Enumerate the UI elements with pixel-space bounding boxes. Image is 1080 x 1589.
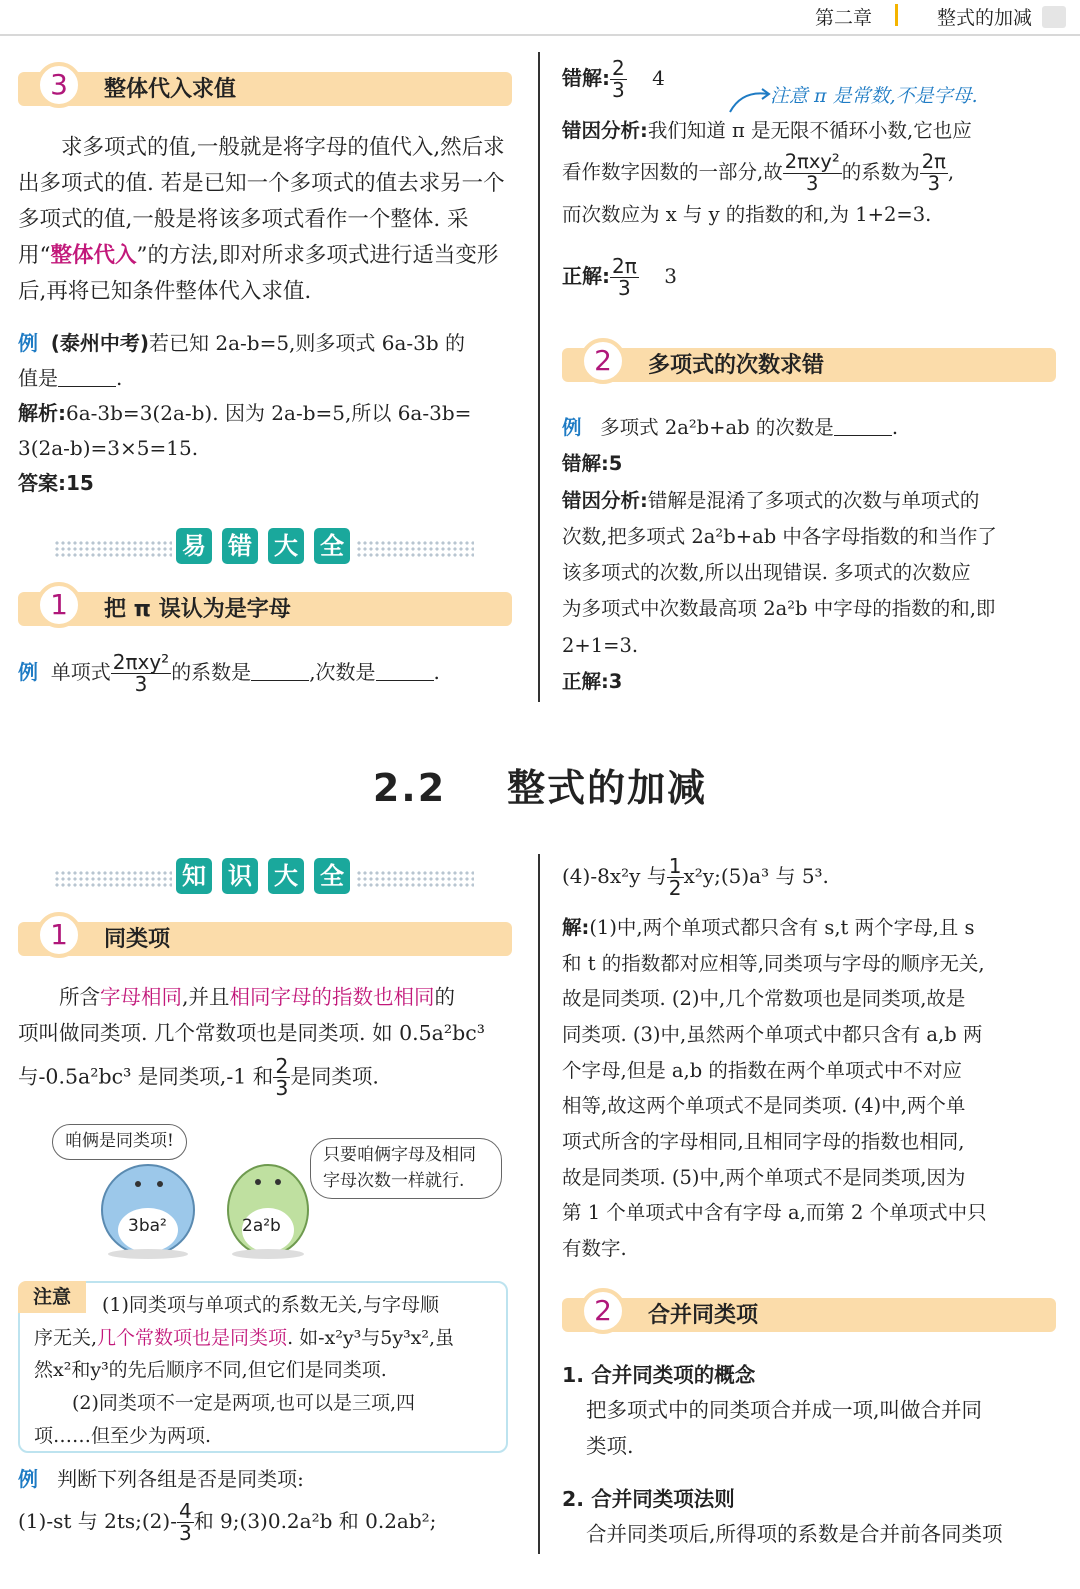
band-tile: 全 [314,528,350,564]
band-error-collection [54,528,476,568]
pi-example: 例 单项式 $\frac{\text{2πxy²}}{3}$ 的系数是 ,次数是 . [18,650,440,696]
example-tag: 例 [562,416,582,439]
blue-character-label: 3ba² [128,1216,167,1236]
section-number: 1 [36,912,82,958]
chapter-label: 第二章 [814,7,872,29]
speech-bubble-left: 咱俩是同类项! [52,1124,187,1160]
section-header-3 [18,68,512,106]
band-tile: 大 [268,858,304,894]
section-number: 2 [580,338,626,384]
answer-blank [58,367,116,387]
note-box: (1)同类项与单项式的系数无关,与字母顺 序无关,几个常数项也是同类项. 如-x²y³与5y³x²,虽 然x²和y³的先后顺序不同,但它们是同类项. (2)同类项不一定是两项,也可以是三项,四 项……但至少为两项. [18,1281,508,1453]
band-tile: 错 [222,528,258,564]
subheading: 2. 合并同类项法则 [562,1486,735,1511]
band-tile: 全 [314,858,350,894]
column-divider-bottom [538,854,540,1554]
combine-content: 1. 合并同类项的概念 把多项式中的同类项合并成一项,叫做合并同 类项. 2. 合并同类项法则 合并同类项后,所得项的系数是合并前各同类项 [562,1358,1066,1552]
right-solution-pi: 正解: $\frac{2\pi}{3}$ 3 [562,254,677,300]
like-terms-definition: 所含字母相同,并且相同字母的指数也相同的 项叫做同类项. 几个常数项也是同类项. 如 0.5a²bc³ 与-0.5a²bc³ 是同类项,-1 和 $\frac{2}{3}$ 是同类项. [18,985,485,1101]
green-character-label: 2a²b [242,1216,281,1236]
chapter-title: 2.2 整式的加减 [372,766,708,810]
degree-example: 例 多项式 2a²b+ab 的次数是 . 错解:5 错因分析:错解是混淆了多项式的次数与单项式的 次数,把多项式 2a²b+ab 中各字母指数的和当作了 该多项式的次数,所以出现错误. 多项式的次数应 为多项式中次数最高项 2a²b 中字母的指数的和,即 2+1=3. 正解:3 [562,416,997,693]
band-tile: 大 [268,528,304,564]
example-items-continued: (4)-8x²y 与 $\frac{1}{2}$ x²y;(5)a³ 与 5³. [562,854,829,900]
example-tag: 例 [18,660,38,684]
subheading: 1. 合并同类项的概念 [562,1363,756,1387]
band-tile: 易 [176,528,212,564]
solution-block: 解:(1)中,两个单项式都只含有 s,t 两个字母,且 s 和 t 的指数都对应相等,同类项与字母的顺序无关, 故是同类项. (2)中,几个常数项也是同类项,故是 同类项. (3)中,虽然两个单项式中都只含有 a,b 两 个字母,但是 a,b 的指数在两个单项式中不对应 相等,故这两个单项式不是同类项. (4)中,两个单 项式所含的字母相同,且相同字母的指数也相同, 故是同类项. (5)中,两个单项式不是同类项,因为 第 1 个单项式中含有字母 a,而第 2 个单项式中只 有数字. [562,916,987,1261]
page-tab-icon [1042,6,1066,28]
section-title: 同类项 [104,927,171,952]
hint-arrow-icon [726,86,772,116]
section-header-like-terms [18,918,512,956]
section-title: 多项式的次数求错 [648,353,825,378]
blue-character-icon [90,1150,210,1260]
green-character-icon [216,1150,326,1260]
note-tag: 注意 [18,1281,86,1313]
speech-bubble-right: 只要咱俩字母及相同 字母次数一样就行. [310,1138,502,1199]
section-title: 整体代入求值 [104,77,237,102]
section-number: 1 [36,582,82,628]
section-title: 把 π 误认为是字母 [104,597,291,622]
band-tile: 识 [222,858,258,894]
intro-paragraph: 求多项式的值,一般就是将字母的值代入,然后求出多项式的值. 若是已知一个多项式的值去求另一个多项式的值,一般是将该多项式看作一个整体. 采用“整体代入”的方法,即对所求多项式进行适当变形后,再将已知条件整体代入求值. [18,135,505,304]
header-separator [895,4,898,26]
handwritten-hint: 注意 π 是常数,不是字母. [770,85,978,107]
section-header-pi [18,588,512,626]
like-terms-example: 例 判断下列各组是否是同类项: (1)-st 与 2ts;(2)- $\frac{4}{3}$ 和 9;(3)0.2a²b 和 0.2ab²; [18,1467,437,1545]
band-knowledge-collection [54,858,476,898]
band-tile: 知 [176,858,212,894]
highlight-term: 整体代入 [50,242,137,268]
header-title: 整式的加减 [936,7,1032,29]
section-number: 3 [36,62,82,108]
wrong-solution-pi: 错解: $\frac{2}{3}$ 4 [562,56,665,102]
running-header [0,0,1080,36]
fraction: $\frac{\text{2πxy²}}{3}$ [112,650,170,696]
answer-line: 答案:15 [18,471,94,495]
section-title: 合并同类项 [648,1303,759,1328]
example-block: 例 (泰州中考)若已知 2a-b=5,则多项式 6a-3b 的 值是 . 解析:6a-3b=3(2a-b). 因为 2a-b=5,所以 6a-3b= 3(2a-b)=3×5=15. 答案:15 [18,326,518,501]
section-header-degree [562,344,1056,382]
column-divider-top [538,52,540,702]
section-header-combine [562,1294,1056,1332]
section-number: 2 [580,1288,626,1334]
cause-analysis-pi: 错因分析:我们知道 π 是无限不循环小数,它也应 看作数字因数的一部分,故 $\frac{\text{2πxy²}}{3}$ 的系数为 $\frac{2\pi}{3}$ , 而次数应为 x 与 y 的指数的和,为 1+2=3. [562,119,972,227]
example-tag: 例 [18,331,38,355]
example-tag: 例 [18,1467,38,1491]
